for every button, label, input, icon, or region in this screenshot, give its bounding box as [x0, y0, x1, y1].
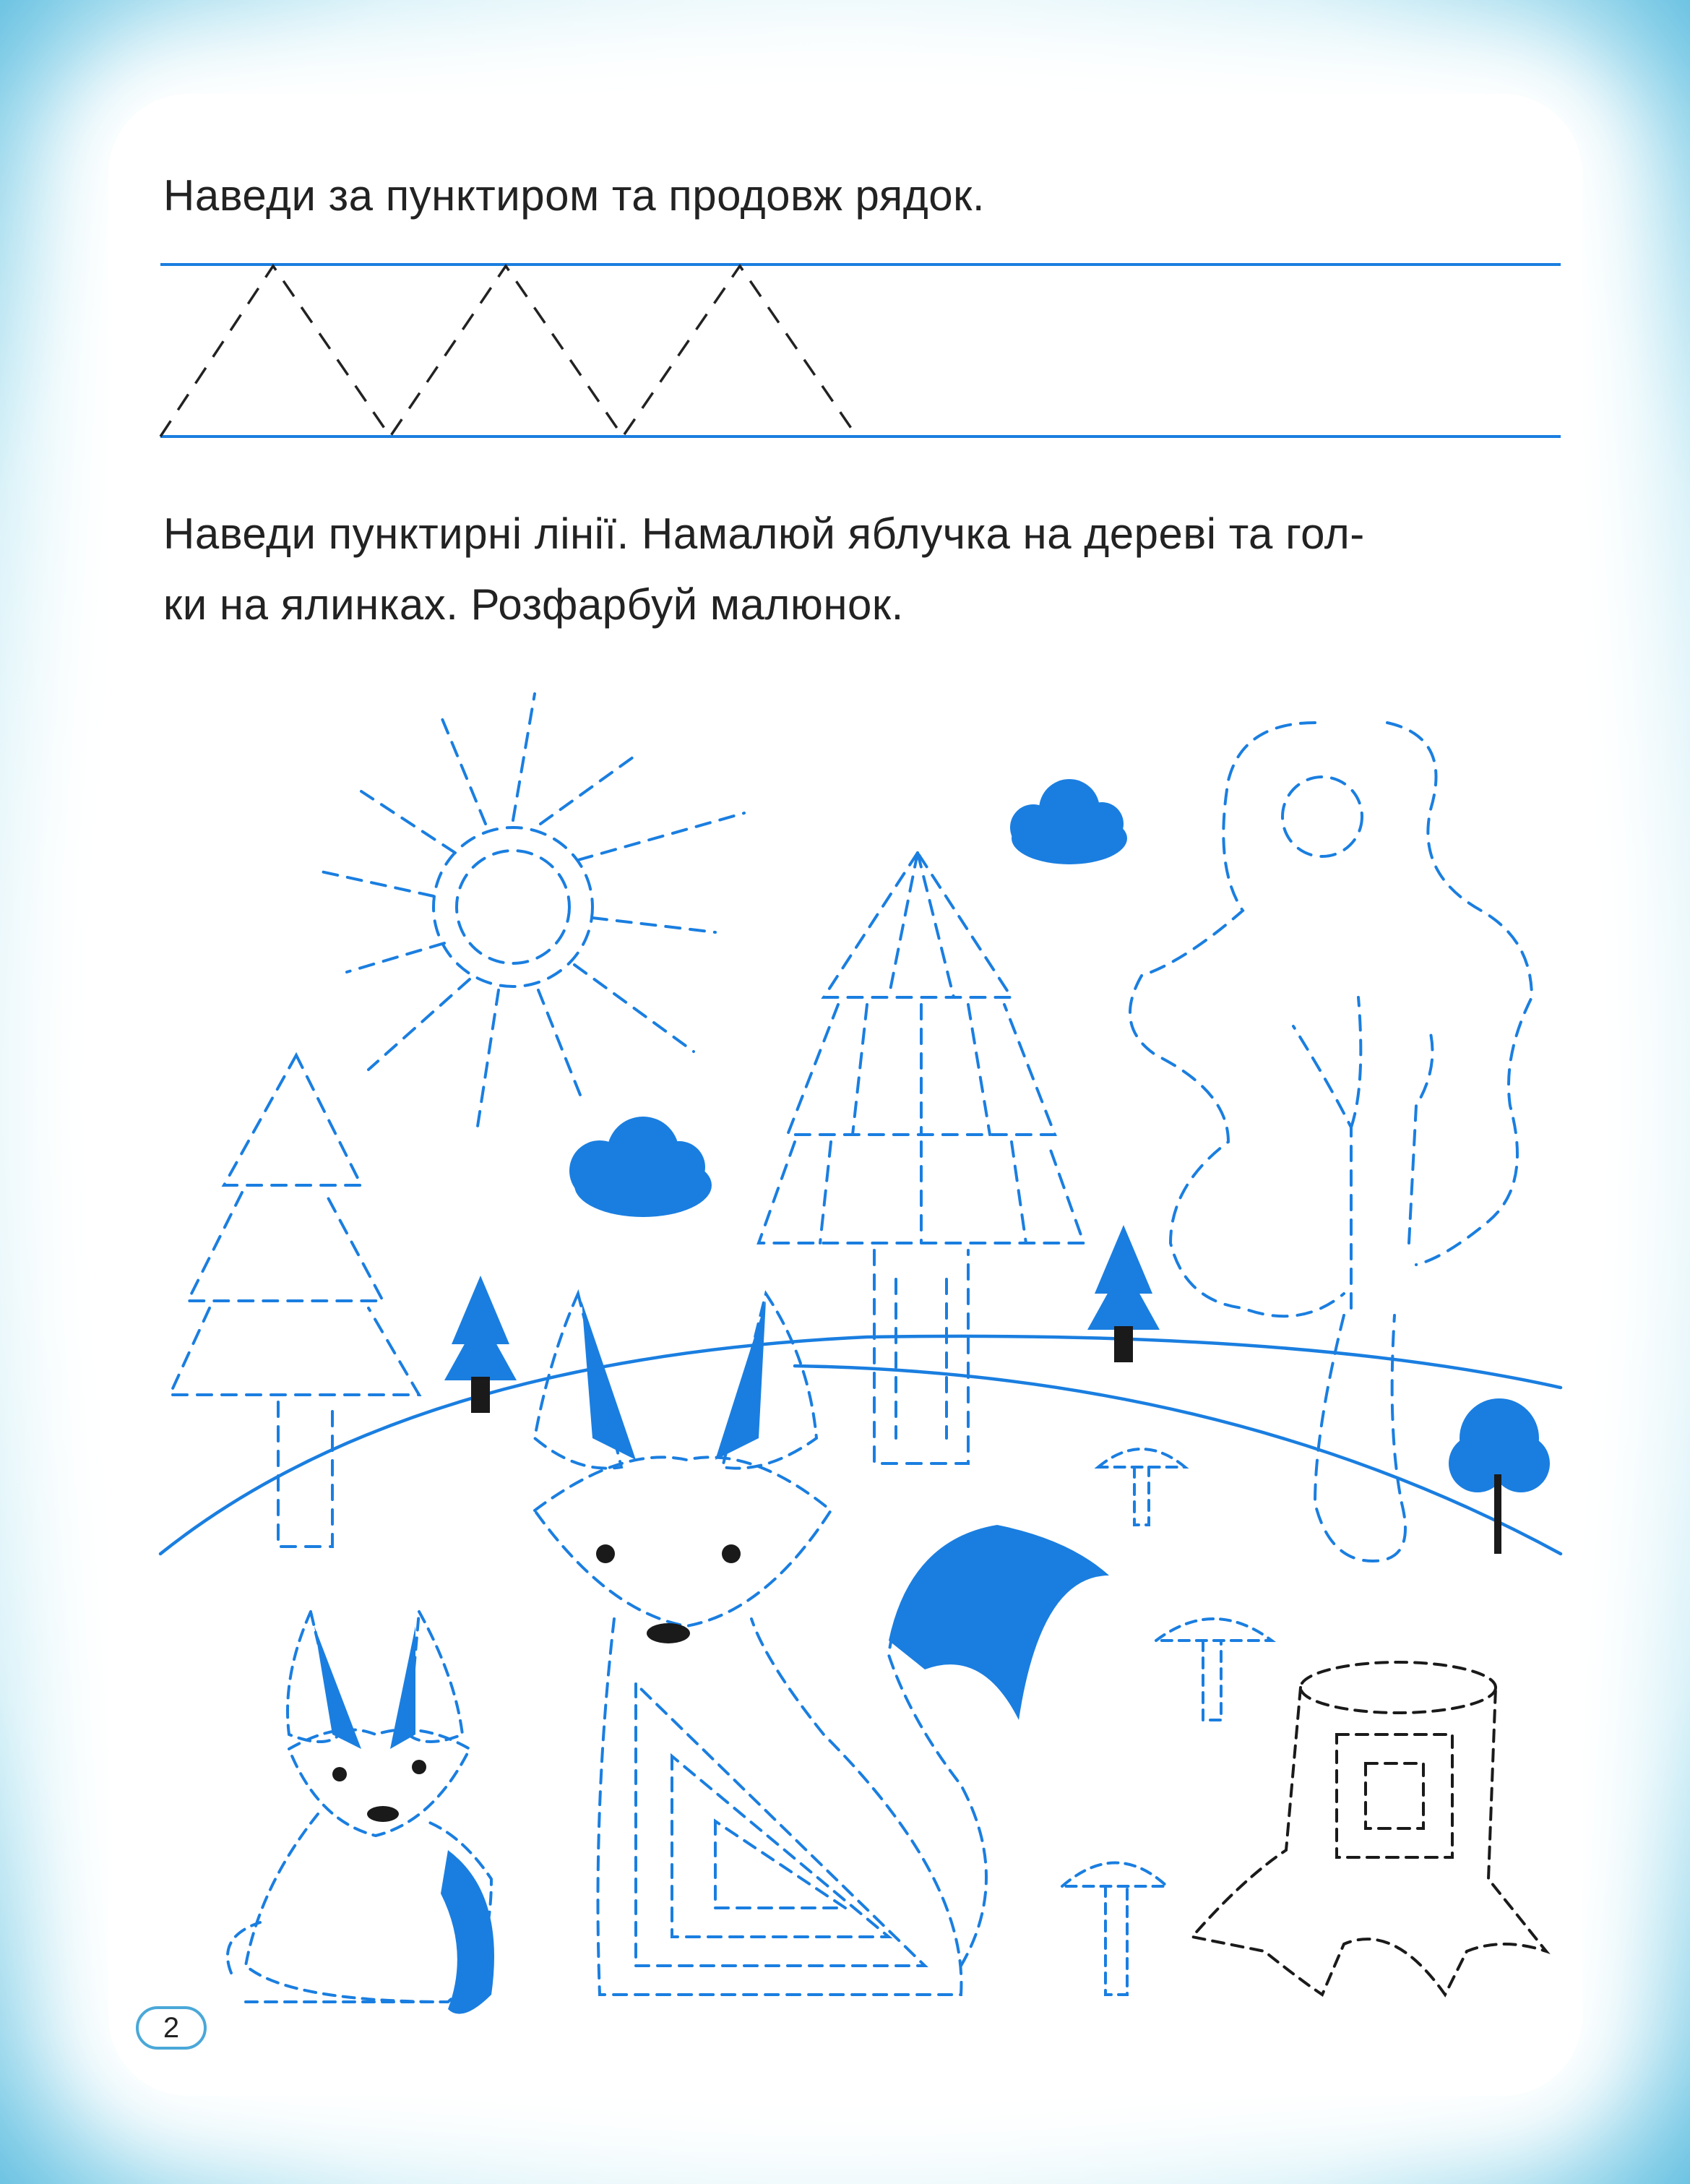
small-fir-tree-icon — [444, 1276, 517, 1413]
tree-filled-icon — [1449, 1398, 1550, 1554]
fir-tree-left — [170, 1055, 419, 1547]
zigzag-exercise[interactable] — [160, 265, 1561, 437]
hill-line-right — [795, 1366, 1561, 1554]
fox-large-fill — [582, 1301, 1109, 1720]
scene-picture[interactable] — [160, 694, 1561, 2014]
instruction-trace-picture: Наведи пунктирні лінії. Намалюй яблучка на дереві та гол- ки на ялинках. Розфарбуй малюнок. — [163, 510, 1365, 629]
sun-icon — [318, 694, 744, 1131]
apple-icon — [1282, 777, 1362, 856]
fox-small-face — [332, 1760, 426, 1822]
mushroom-icon-2 — [1156, 1619, 1272, 1720]
page-number-badge: 2 — [136, 2006, 207, 2050]
small-fir-tree-icon-right — [1087, 1225, 1160, 1362]
tree-stump — [1192, 1662, 1546, 1995]
cloud-icon-right — [1010, 779, 1127, 864]
fox-small — [228, 1612, 491, 2002]
fox-large-face — [596, 1544, 741, 1643]
instruction-trace-row: Наведи за пунктиром та продовж рядок. — [163, 171, 986, 220]
mushroom-icon-3 — [1062, 1863, 1167, 1995]
dashed-zigzag-pattern — [160, 266, 857, 437]
cloud-icon-left — [569, 1117, 712, 1217]
mushroom-icon — [1098, 1449, 1185, 1525]
